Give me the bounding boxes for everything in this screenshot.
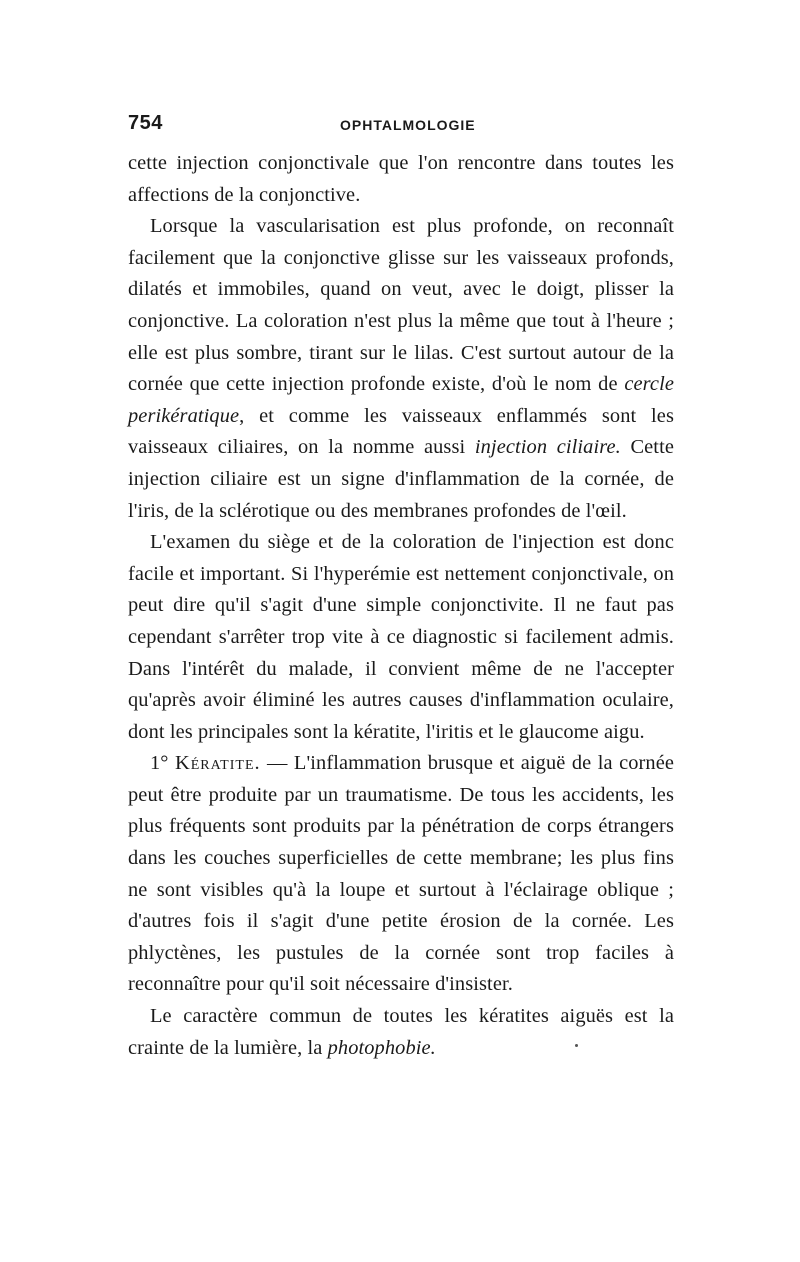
book-page — [128, 108, 674, 1064]
paragraph-text: Le caractère commun de toutes les kératites aiguës est la crainte de la lumière, la — [128, 1005, 674, 1059]
paragraph-text: , et comme les vaisseaux enflammés sont les vaisseaux ciliaires, on la nomme aussi — [128, 404, 674, 459]
section-number: 1° — [150, 752, 169, 775]
paragraph-text: — L'inflammation brusque et aiguë de la cornée peut être produite par un traumatisme. De tous les accidents, les plus fréquents sont produits par la pénétration de corps étrangers dans les couches superficielles de cette membrane; les plus fins ne sont visibles qu'à la loupe et surtout à l'éclairage oblique ; d'autres fois il s'agit d'une petite érosion de la cornée. Les phlyctènes, les pustules de la cornée sont trop faciles à reconnaître pour qu'il soit nécessaire d'insister. — [128, 752, 674, 996]
italic-term: photophobie. — [327, 1036, 436, 1059]
paragraph-text: Cette injection ciliaire est un signe d'inflammation de la cornée, de l'iris, de la sclérotique ou des membranes profondes de l'œil. — [128, 436, 674, 522]
running-title: OPHTALMOLOGIE — [340, 117, 476, 133]
italic-term: injection ciliaire. — [474, 436, 621, 459]
paragraph-text: L'examen du siège et de la coloration de l'injection est donc facile et important. Si l'hyperémie est nettement conjonctivale, on peut dire qu'il s'agit d'une simple conjonctivite. Il ne faut pas cependant s'arrêter trop vite à ce diagnostic si facilement admis. Dans l'intérêt du malade, il convient même de ne l'accepter qu'après avoir éliminé les autres causes d'inflammation oculaire, dont les principales sont la kératite, l'iritis et le glaucome aigu. — [128, 531, 674, 743]
paragraph-continuation — [128, 148, 674, 211]
italic-term: cercle perikératique — [128, 373, 674, 427]
print-speck — [575, 1044, 578, 1047]
paragraph-photophobie — [128, 1001, 674, 1064]
paragraph-text: cette injection conjonctivale que l'on rencontre dans toutes les affections de la conjonctive. — [128, 152, 674, 206]
paragraph-text: Lorsque la vascularisation est plus profonde, on reconnaît facilement que la conjonctive glisse sur les vaisseaux profonds, dilatés et immobiles, quand on veut, avec le doigt, plisser la conjonctive. La coloration n'est plus la même que tout à l'heure ; elle est plus sombre, tirant sur le lilas. C'est surtout autour de la cornée que cette injection profonde existe, d'où le nom de — [128, 215, 674, 396]
section-heading: Kératite. — [175, 752, 261, 775]
running-header — [128, 108, 674, 148]
body-text — [128, 148, 674, 1064]
paragraph-keratite — [128, 748, 674, 1001]
paragraph-examen — [128, 527, 674, 748]
page-number: 754 — [128, 112, 163, 134]
paragraph-vascularisation — [128, 211, 674, 527]
